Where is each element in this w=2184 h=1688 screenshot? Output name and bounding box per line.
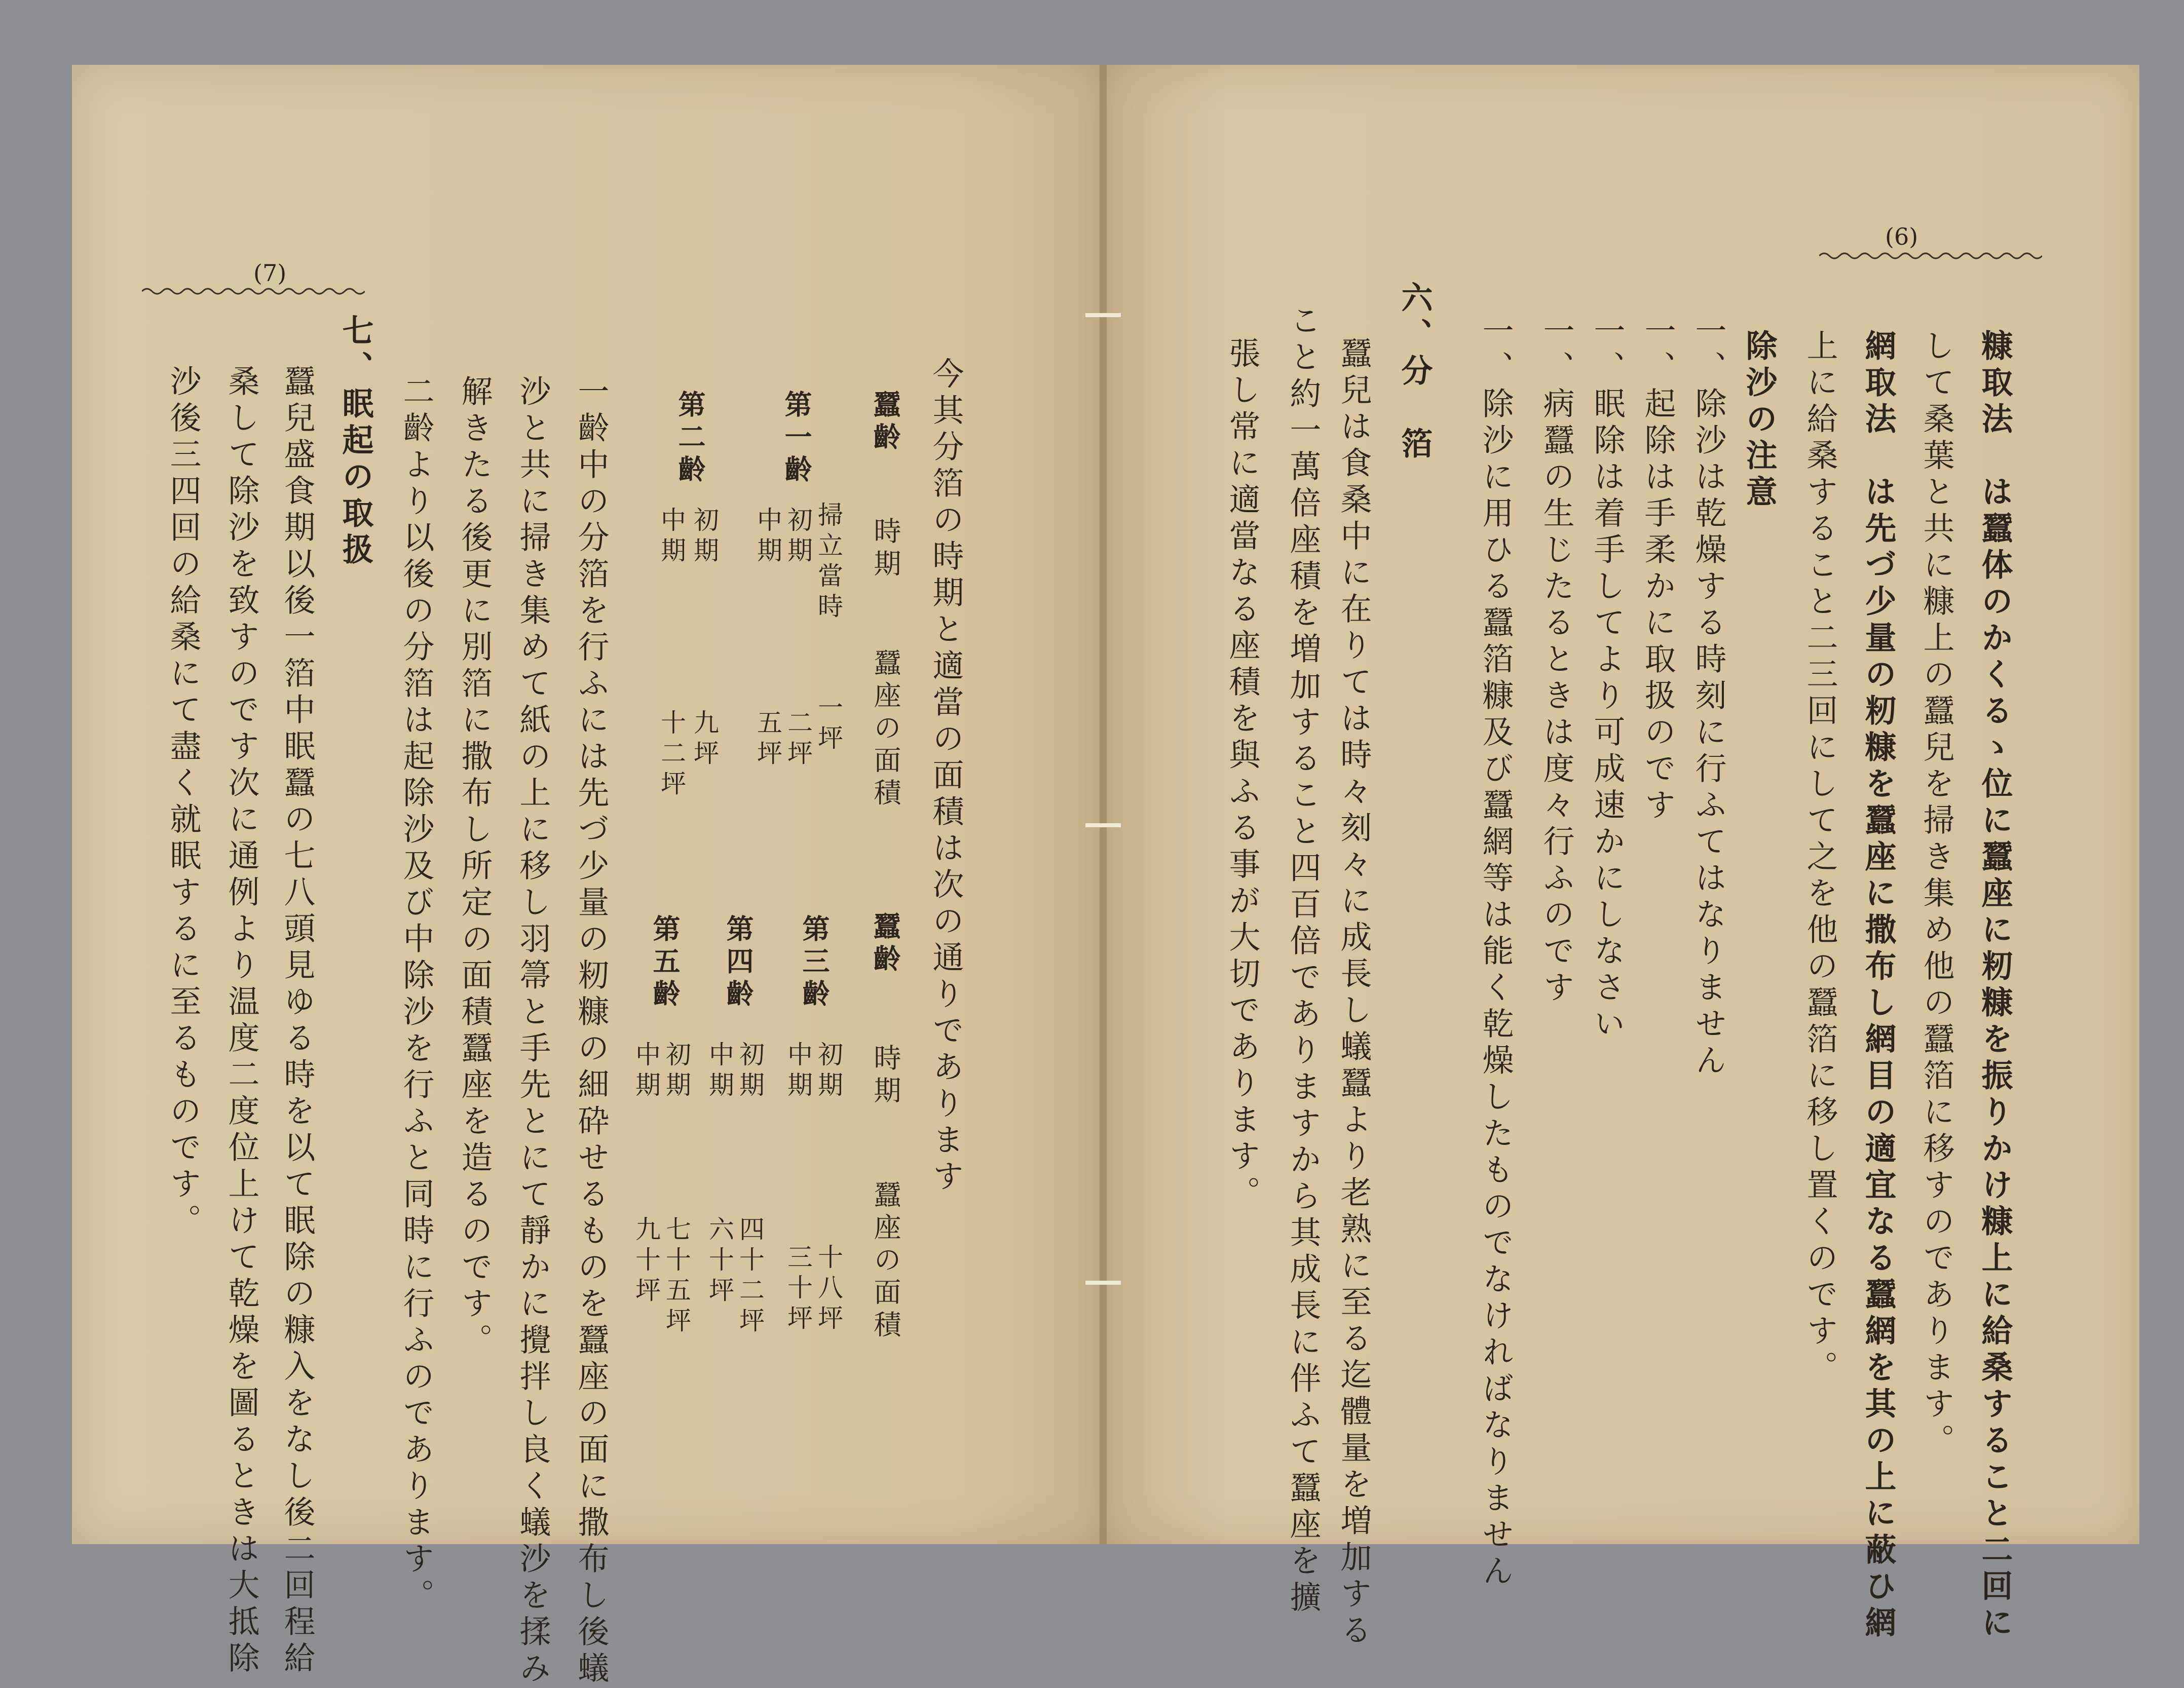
text-column: 一、除沙に用ひる蠶箔糠及び蠶網等は能く乾燥したものでなければなりません xyxy=(1477,314,1514,1591)
table-header-period: 時期 xyxy=(870,517,901,582)
table-cell-period: 初期 xyxy=(662,1041,691,1102)
table-cell-area: 三十坪 xyxy=(783,1244,813,1335)
text-column: 解きたる後更に別箔に撒布し所定の面積蠶座を造るのです。 xyxy=(456,375,493,1360)
table-cell-period: 中期 xyxy=(657,507,686,567)
table-header-age: 蠶齡 xyxy=(869,390,901,455)
page-number-right: (6) xyxy=(1885,223,1918,250)
table-cell-area: 四十二坪 xyxy=(735,1216,765,1337)
table-cell-area: 十八坪 xyxy=(814,1244,843,1335)
header-wave-rule xyxy=(1819,251,2042,261)
binding-stitch xyxy=(1085,1281,1121,1285)
text-column: 上に給桑すること二三回にして之を他の蠶箔に移し置くのです。 xyxy=(1801,329,1838,1387)
table-cell-area: 七十五坪 xyxy=(662,1216,691,1337)
text-column: 蠶兒盛食期以後一箔中眠蠶の七八頭見ゆる時を以て眠除の糠入をなし後二回程給 xyxy=(279,365,316,1678)
text-column: 沙後三四回の給桑にて盡く就眠するに至るものです。 xyxy=(165,365,202,1240)
table-cell-age: 第五齡 xyxy=(649,914,681,1012)
table-cell-period: 初期 xyxy=(783,507,813,567)
table-header-period: 時期 xyxy=(870,1044,901,1108)
table-cell-age: 第四齡 xyxy=(722,914,755,1012)
table-cell-area: 十二坪 xyxy=(657,709,686,800)
table-intro: 今其分箔の時期と適當の面積は次の通りであります xyxy=(927,357,964,1196)
table-cell-period: 掃立當時 xyxy=(814,502,843,623)
table-cell-period: 中期 xyxy=(631,1041,661,1102)
table-cell-age: 第一齡 xyxy=(780,390,813,487)
table-cell-area: 六十坪 xyxy=(705,1216,734,1307)
text-column: 二齡より以後の分箔は起除沙及び中除沙を行ふと同時に行ふのであります。 xyxy=(398,375,435,1615)
section-heading: 除沙の注意 xyxy=(1741,329,1778,512)
table-cell-area: 九坪 xyxy=(690,709,719,770)
binding-stitch xyxy=(1085,313,1121,317)
table-cell-age: 第二齡 xyxy=(674,390,706,487)
text-column: 張し常に適當なる座積を與ふる事が大切であります。 xyxy=(1224,337,1261,1212)
text-column: して桑葉と共に糠上の蠶兒を掃き集め他の蠶箔に移すのであります。 xyxy=(1918,329,1955,1460)
table-header-area: 蠶座の面積 xyxy=(870,1180,901,1342)
text-column: 網取法 は先づ少量の籾糠を蠶座に撒布し網目の適宜なる蠶網を其の上に蔽ひ網 xyxy=(1860,329,1897,1642)
table-cell-period: 初期 xyxy=(814,1041,843,1102)
binding-stitch xyxy=(1085,823,1121,827)
text-column: 一、病蠶の生じたるときは度々行ふのです xyxy=(1538,314,1575,1007)
text-column: 蠶兒は食桑中に在りては時々刻々に成長し蟻蠶より老熟に至る迄體量を増加する xyxy=(1335,337,1372,1650)
table-cell-period: 中期 xyxy=(705,1041,734,1102)
text-column: こと約一萬倍座積を増加すること四百倍でありますから其成長に伴ふて蠶座を擴 xyxy=(1285,304,1322,1617)
text-column: 一、眠除は着手してより可成速かにしなさい xyxy=(1589,314,1626,1044)
table-cell-area: 二坪 xyxy=(783,709,813,770)
text-column: 一齡中の分箔を行ふには先づ少量の籾糠の細砕せるものを蠶座の面に撒布し後蟻 xyxy=(573,375,610,1688)
section-heading: 六、分 箔 xyxy=(1396,281,1433,464)
table-cell-period: 初期 xyxy=(735,1041,765,1102)
table-cell-area: 五坪 xyxy=(753,709,782,770)
table-cell-period: 中期 xyxy=(753,507,782,567)
page-number-left: (7) xyxy=(253,259,287,287)
table-header-area: 蠶座の面積 xyxy=(870,648,901,811)
table-header-age: 蠶齡 xyxy=(869,912,901,977)
book-gutter xyxy=(1100,65,1107,1544)
text-column: 桑して除沙を致すのです次に通例より温度二度位上けて乾燥を圖るときは大抵除 xyxy=(223,365,260,1678)
header-wave-rule xyxy=(142,286,365,296)
text-column: 一、除沙は乾燥する時刻に行ふてはなりません xyxy=(1690,314,1727,1080)
text-column: 沙と共に掃き集めて紙の上に移し羽箒と手先とにて靜かに攪拌し良く蟻沙を揉み xyxy=(514,375,551,1688)
table-cell-area: 一坪 xyxy=(814,694,843,755)
section-heading: 七、眠起の取扱 xyxy=(337,314,374,569)
table-cell-period: 初期 xyxy=(690,507,719,567)
table-cell-period: 中期 xyxy=(783,1041,813,1102)
text-column: 一、起除は手柔かに取扱のです xyxy=(1639,314,1676,825)
table-cell-area: 九十坪 xyxy=(631,1216,661,1307)
text-column: 糠取法 は蠶体のかくるゝ位に蠶座に籾糠を振りかけ糠上に給桑すること二回に xyxy=(1976,329,2013,1642)
table-cell-age: 第三齡 xyxy=(798,914,831,1012)
